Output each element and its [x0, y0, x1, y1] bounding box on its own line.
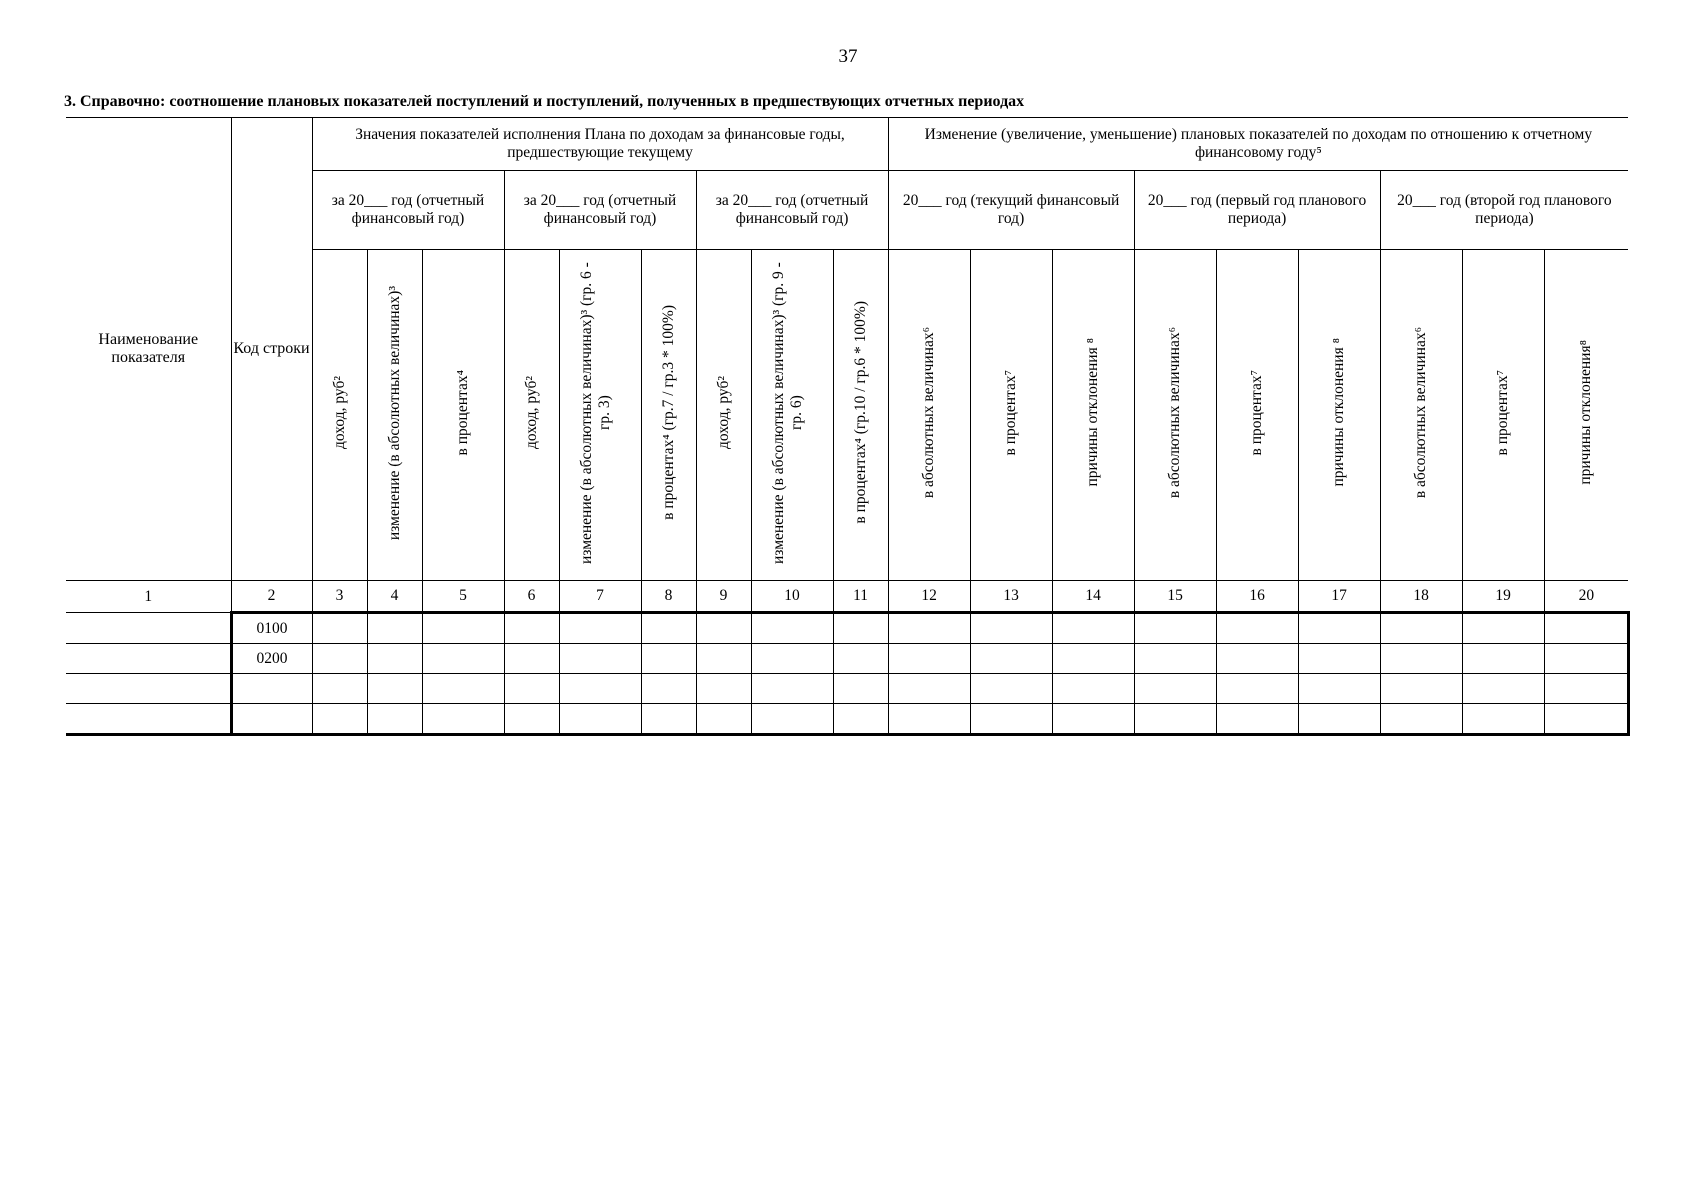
column-number: 10: [751, 581, 833, 613]
column-number: 9: [696, 581, 751, 613]
table-row: [66, 704, 1628, 735]
value-cell[interactable]: [641, 674, 696, 704]
row-code-cell[interactable]: [231, 674, 312, 704]
value-cell[interactable]: [1462, 704, 1544, 735]
column-header-11: в процентах⁴ (гр.10 / гр.6 * 100%): [833, 250, 888, 581]
period-header-second-plan-year: 20___ год (второй год планового периода): [1380, 171, 1628, 250]
value-cell[interactable]: [422, 674, 504, 704]
column-header-3: доход, руб²: [312, 250, 367, 581]
column-number: 6: [504, 581, 559, 613]
value-cell[interactable]: [641, 644, 696, 674]
section-title: 3. Справочно: соотношение плановых показателей поступлений и поступлений, полученных в предшествующих отчетных периодах: [64, 93, 1025, 110]
row-code-cell[interactable]: 0200: [231, 644, 312, 674]
column-header-8: в процентах⁴ (гр.7 / гр.3 * 100%): [641, 250, 696, 581]
column-number: 11: [833, 581, 888, 613]
value-cell[interactable]: [1380, 644, 1462, 674]
group-header-previous-years: Значения показателей исполнения Плана по доходам за финансовые годы, предшествующие текущему: [312, 118, 888, 171]
value-cell[interactable]: [1544, 704, 1628, 735]
value-cell[interactable]: [888, 613, 970, 644]
row-code-cell[interactable]: 0100: [231, 613, 312, 644]
column-number: 13: [970, 581, 1052, 613]
value-cell[interactable]: [312, 644, 367, 674]
column-number: 12: [888, 581, 970, 613]
value-cell[interactable]: [970, 674, 1052, 704]
value-cell[interactable]: [1216, 674, 1298, 704]
value-cell[interactable]: [504, 674, 559, 704]
value-cell[interactable]: [970, 704, 1052, 735]
period-header-3: за 20___ год (отчетный финансовый год): [696, 171, 888, 250]
period-header-current-year: 20___ год (текущий финансовый год): [888, 171, 1134, 250]
column-number: 20: [1544, 581, 1628, 613]
value-cell[interactable]: [367, 613, 422, 644]
row-name-cell[interactable]: [66, 613, 231, 644]
value-cell[interactable]: [422, 613, 504, 644]
value-cell[interactable]: [422, 704, 504, 735]
page-number: 37: [838, 46, 858, 67]
column-header-16: в процентах⁷: [1216, 250, 1298, 581]
value-cell[interactable]: [1134, 613, 1216, 644]
value-cell[interactable]: [1216, 613, 1298, 644]
row-name-cell[interactable]: [66, 644, 231, 674]
column-header-code: Код строки: [231, 118, 312, 581]
value-cell[interactable]: [1544, 674, 1628, 704]
value-cell[interactable]: [504, 644, 559, 674]
value-cell[interactable]: [312, 674, 367, 704]
value-cell[interactable]: [970, 644, 1052, 674]
value-cell[interactable]: [970, 613, 1052, 644]
value-cell[interactable]: [751, 644, 833, 674]
value-cell[interactable]: [1462, 644, 1544, 674]
period-header-2: за 20___ год (отчетный финансовый год): [504, 171, 696, 250]
table-row: [66, 674, 1628, 704]
row-code-cell[interactable]: [231, 704, 312, 735]
value-cell[interactable]: [696, 704, 751, 735]
value-cell[interactable]: [1298, 644, 1380, 674]
column-number: 15: [1134, 581, 1216, 613]
value-cell[interactable]: [833, 704, 888, 735]
value-cell[interactable]: [1052, 613, 1134, 644]
column-header-17: причины отклонения ⁸: [1298, 250, 1380, 581]
value-cell[interactable]: [1298, 704, 1380, 735]
column-header-7: изменение (в абсолютных величинах)³ (гр. 6 - гр. 3): [559, 250, 641, 581]
column-number: 1: [66, 581, 231, 613]
value-cell[interactable]: [641, 704, 696, 735]
value-cell[interactable]: [312, 704, 367, 735]
value-cell[interactable]: [367, 644, 422, 674]
value-cell[interactable]: [559, 704, 641, 735]
value-cell[interactable]: [696, 613, 751, 644]
column-number: 2: [231, 581, 312, 613]
value-cell[interactable]: [1298, 674, 1380, 704]
value-cell[interactable]: [1544, 644, 1628, 674]
value-cell[interactable]: [1544, 613, 1628, 644]
column-number: 16: [1216, 581, 1298, 613]
column-number: 17: [1298, 581, 1380, 613]
column-number: 18: [1380, 581, 1462, 613]
value-cell[interactable]: [367, 674, 422, 704]
group-header-plan-change: Изменение (увеличение, уменьшение) плановых показателей по доходам по отношению к отчетному финансовому году⁵: [888, 118, 1628, 171]
value-cell[interactable]: [1462, 674, 1544, 704]
value-cell[interactable]: [559, 644, 641, 674]
value-cell[interactable]: [751, 613, 833, 644]
value-cell[interactable]: [1380, 613, 1462, 644]
table-row: [66, 613, 1628, 644]
value-cell[interactable]: [1216, 704, 1298, 735]
column-header-15: в абсолютных величинах⁶: [1134, 250, 1216, 581]
value-cell[interactable]: [833, 644, 888, 674]
column-header-19: в процентах⁷: [1462, 250, 1544, 581]
column-header-12: в абсолютных величинах⁶: [888, 250, 970, 581]
value-cell[interactable]: [1052, 704, 1134, 735]
column-header-13: в процентах⁷: [970, 250, 1052, 581]
value-cell[interactable]: [696, 674, 751, 704]
value-cell[interactable]: [422, 644, 504, 674]
value-cell[interactable]: [888, 644, 970, 674]
value-cell[interactable]: [1380, 704, 1462, 735]
table-row: [66, 644, 1628, 674]
value-cell[interactable]: [504, 613, 559, 644]
value-cell[interactable]: [1134, 644, 1216, 674]
value-cell[interactable]: [751, 704, 833, 735]
value-cell[interactable]: [559, 674, 641, 704]
value-cell[interactable]: [641, 613, 696, 644]
value-cell[interactable]: [1380, 674, 1462, 704]
period-header-first-plan-year: 20___ год (первый год планового периода): [1134, 171, 1380, 250]
column-number: 7: [559, 581, 641, 613]
value-cell[interactable]: [888, 704, 970, 735]
value-cell[interactable]: [1134, 674, 1216, 704]
value-cell[interactable]: [312, 613, 367, 644]
column-number: 19: [1462, 581, 1544, 613]
value-cell[interactable]: [1462, 613, 1544, 644]
column-header-5: в процентах⁴: [422, 250, 504, 581]
value-cell[interactable]: [888, 674, 970, 704]
column-header-6: доход, руб²: [504, 250, 559, 581]
row-name-cell[interactable]: [66, 704, 231, 735]
value-cell[interactable]: [1298, 613, 1380, 644]
value-cell[interactable]: [833, 613, 888, 644]
value-cell[interactable]: [559, 613, 641, 644]
column-header-4: изменение (в абсолютных величинах)³: [367, 250, 422, 581]
row-name-cell[interactable]: [66, 674, 231, 704]
value-cell[interactable]: [696, 644, 751, 674]
column-header-9: доход, руб²: [696, 250, 751, 581]
value-cell[interactable]: [1216, 644, 1298, 674]
value-cell[interactable]: [504, 704, 559, 735]
report-table: [66, 117, 1630, 736]
period-header-1: за 20___ год (отчетный финансовый год): [312, 171, 504, 250]
column-header-20: причины отклонения⁸: [1544, 250, 1628, 581]
value-cell[interactable]: [751, 674, 833, 704]
column-number: 14: [1052, 581, 1134, 613]
column-number: 8: [641, 581, 696, 613]
value-cell[interactable]: [1134, 704, 1216, 735]
column-number-row: [66, 581, 1628, 613]
value-cell[interactable]: [367, 704, 422, 735]
column-number: 5: [422, 581, 504, 613]
column-header-18: в абсолютных величинах⁶: [1380, 250, 1462, 581]
value-cell[interactable]: [1052, 674, 1134, 704]
column-header-14: причины отклонения ⁸: [1052, 250, 1134, 581]
column-header-10: изменение (в абсолютных величинах)³ (гр. 9 - гр. 6): [751, 250, 833, 581]
column-header-name: Наименование показателя: [66, 118, 231, 581]
value-cell[interactable]: [1052, 644, 1134, 674]
column-number: 4: [367, 581, 422, 613]
column-number: 3: [312, 581, 367, 613]
value-cell[interactable]: [833, 674, 888, 704]
